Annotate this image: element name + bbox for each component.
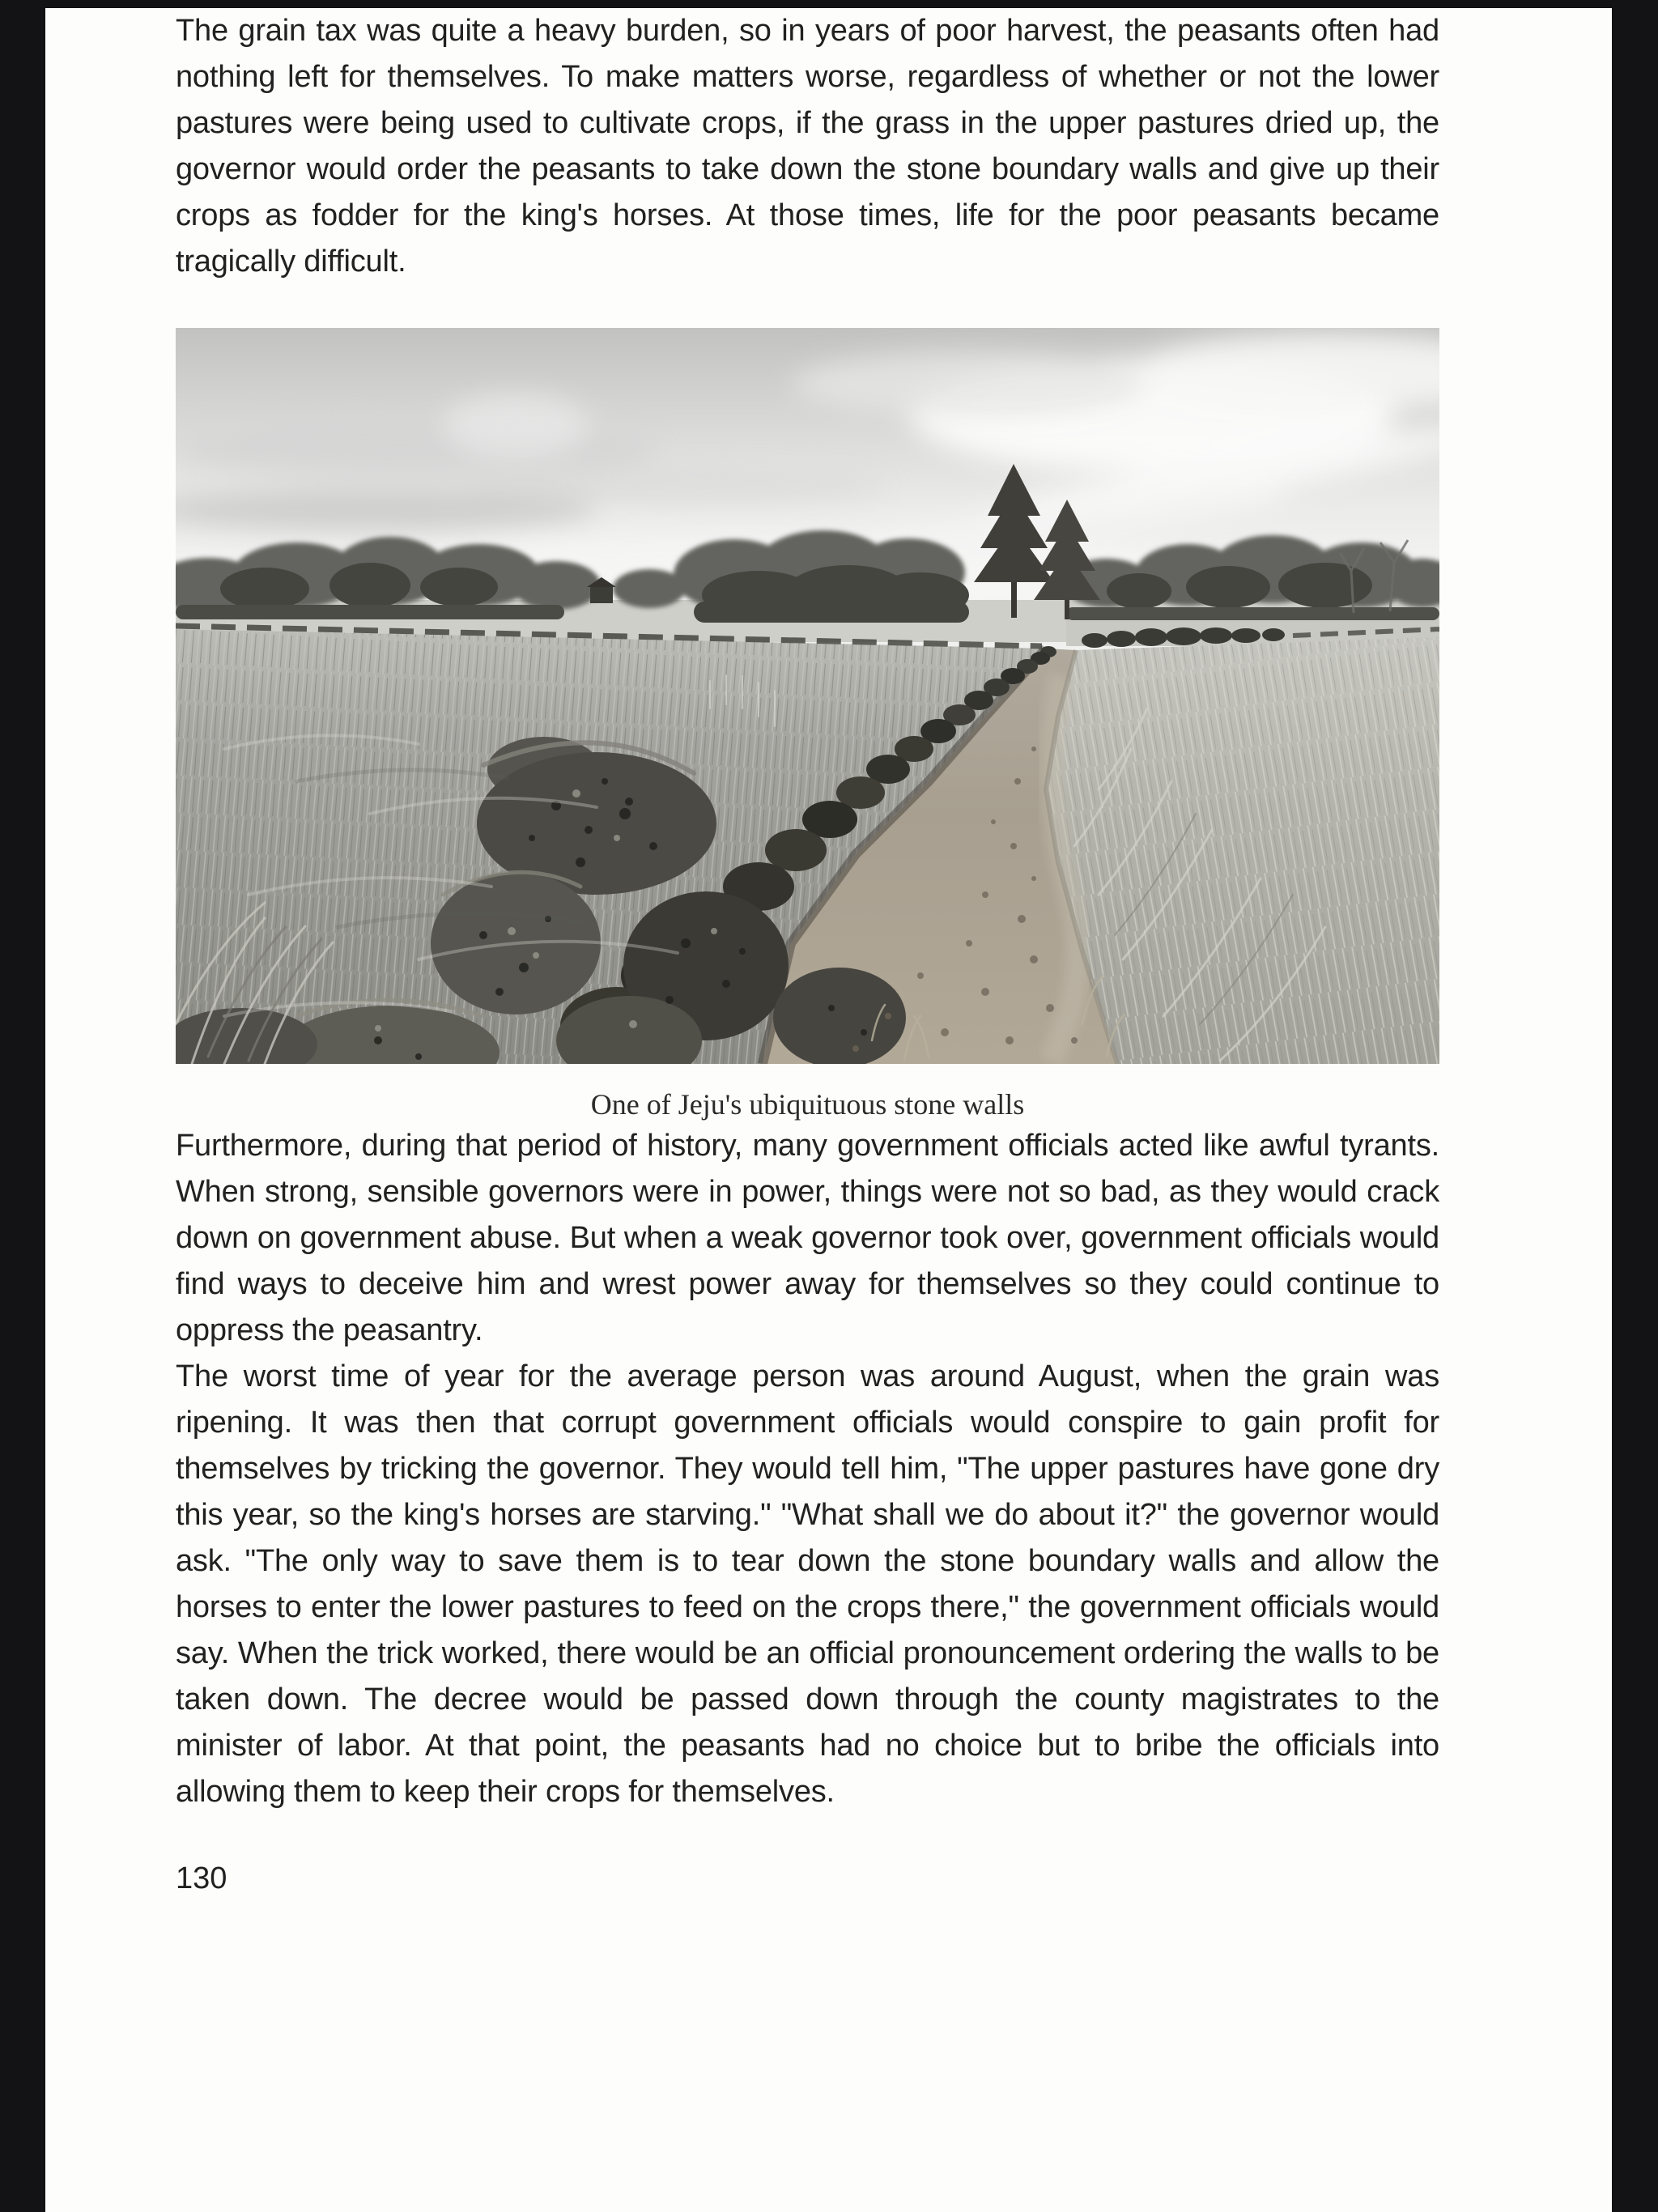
body-paragraph-1: The grain tax was quite a heavy burden, so in years of poor harvest, the peasants often had nothing left for themselves. To make matters worse, regardless of whether or not the lower pastures were being used to cultivate crops, if the grass in the upper pastures dried up, the governor would order the peasants to take down the stone boundary walls and give up their crops as fodder for the king's horses. At those times, life for the poor peasants became tragically difficult. [176,14,1439,279]
photo-caption: One of Jeju's ubiquituous stone walls [590,1088,1025,1121]
body-paragraph-2: Furthermore, during that period of history, many government officials acted like awful tyrants. When strong, sensible governors were in power, things were not so bad, as they would crack down on government abuse. But when a weak governor took over, government officials would find ways to deceive him and wrest power away for themselves so they could continue to oppress the peasantry. [176,1129,1439,1347]
stone-wall-photo [176,328,1439,1064]
stone-wall-photo-image [176,328,1439,1064]
page-content [176,8,1439,1896]
body-paragraph-3: The worst time of year for the average person was around August, when the grain was ripening. It was then that corrupt government officials would conspire to gain profit for themselves by tricking the governor. They would tell him, "The upper pastures have gone dry this year, so the king's horses are starving." "What shall we do about it?" the governor would ask. "The only way to save them is to tear down the stone boundary walls and allow the horses to enter the lower pastures to feed on the crops there," the government officials would say. When the trick worked, there would be an official pronouncement ordering the walls to be taken down. The decree would be passed down through the county magistrates to the minister of labor. At that point, the peasants had no choice but to bribe the officials into allowing them to keep their crops for themselves. [176,1359,1439,1809]
page-number: 130 [176,1861,227,1895]
book-page [45,8,1612,2212]
